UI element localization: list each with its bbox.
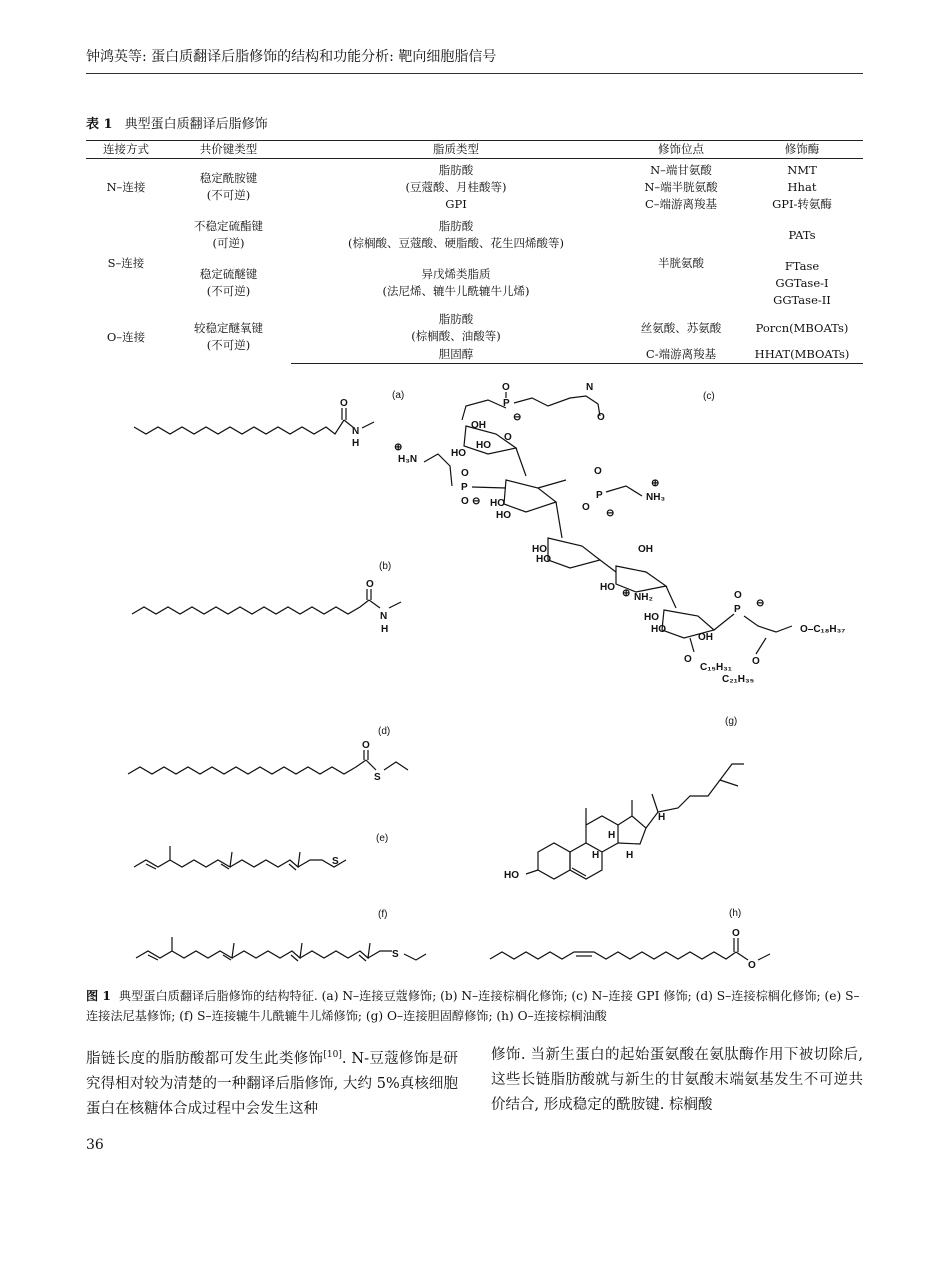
- structure-figure: [86, 376, 863, 980]
- header-rule: [86, 73, 863, 74]
- cell-line: GGTase-I: [775, 275, 829, 290]
- body-text: 脂链长度的脂肪酸都可发生此类修饰: [86, 1050, 324, 1067]
- panel-label: (e): [376, 833, 389, 844]
- cell-line: GPI: [445, 196, 467, 211]
- citation: [10]: [323, 1050, 342, 1060]
- atom-label: NH₂: [634, 592, 653, 603]
- atom-label: OH: [638, 544, 653, 555]
- atom-label: N: [352, 426, 360, 437]
- col-header: 脂质类型: [291, 141, 621, 159]
- atom-label: NH₃: [646, 492, 666, 503]
- cell-line: FTase: [784, 258, 820, 273]
- atom-label: O: [582, 502, 590, 513]
- enzyme-o1: Porcn(MBOATs): [755, 320, 849, 335]
- cell-line: 脂肪酸: [438, 162, 474, 177]
- panel-label: (d): [378, 726, 391, 737]
- atom-label: HO: [451, 448, 466, 459]
- cell-line: (豆蔻酸、月桂酸等): [405, 179, 507, 194]
- atom-label: HO: [651, 624, 666, 635]
- table-row: [86, 311, 863, 345]
- cell-line: 稳定硫醚键: [199, 267, 258, 281]
- atom-label: HO: [600, 582, 615, 593]
- atom-label: P: [503, 398, 510, 409]
- structure-b: [132, 561, 401, 635]
- atom-label: O: [366, 579, 374, 590]
- cell-line: (棕榈酸、油酸等): [411, 329, 501, 343]
- panel-label: (b): [379, 561, 392, 572]
- panel-label: (c): [703, 391, 715, 402]
- table-row: [86, 159, 863, 216]
- enzyme-s2: [741, 255, 863, 311]
- atom-label: ⊕: [651, 478, 660, 489]
- table-caption: [86, 113, 268, 132]
- atom-label: H: [381, 624, 389, 635]
- panel-label: (h): [729, 908, 742, 919]
- bond-s1: [166, 215, 291, 255]
- cell-line: (法尼烯、辘牛儿酰辘牛儿烯): [382, 284, 530, 298]
- structure-h: [490, 908, 770, 971]
- figure-caption-text: 典型蛋白质翻译后脂修饰的结构特征. (a) N–连接豆蔻修饰; (b) N–连接棕榈化修饰; (c) N–连接 GPI 修饰; (d) S–连接棕榈化修饰; (e) S–连接法尼基修饰; (f) S–连接辘牛儿酰辘牛儿烯修饰; (g) O–连接胆固醇修饰; (h) O–连接棕榈油酸: [86, 989, 860, 1023]
- atom-label: H: [608, 830, 616, 841]
- table-row: [86, 215, 863, 255]
- enzyme-n: [741, 159, 863, 216]
- atom-label: H₃N: [398, 454, 418, 465]
- atom-label: HO: [490, 498, 505, 509]
- atom-label: O: [732, 928, 740, 939]
- cell-line: (不可逆): [206, 284, 251, 298]
- structure-g: [504, 716, 744, 881]
- atom-label: O: [461, 496, 469, 507]
- atom-label: HO: [536, 554, 551, 565]
- figure-caption: [86, 986, 866, 1026]
- body-column-left: [86, 1043, 458, 1122]
- site-o1: 丝氨酸、苏氨酸: [640, 320, 722, 335]
- structure-a: [134, 390, 404, 449]
- atom-label: O–C₁₈H₃₇: [800, 624, 846, 635]
- atom-label: P: [596, 490, 603, 501]
- cell-line: (不可逆): [206, 338, 251, 353]
- table-label: 表 1: [86, 117, 113, 132]
- structure-e: [134, 833, 388, 870]
- site-s: 半胱氨酸: [658, 255, 704, 270]
- cell-line: GPI-转氨酶: [772, 196, 832, 211]
- enzyme-o2: HHAT(MBOATs): [741, 345, 863, 364]
- cell-line: 不稳定硫酯键: [194, 219, 263, 233]
- cell-line: NMT: [787, 162, 817, 177]
- col-header: 修饰酶: [741, 141, 863, 159]
- panel-label: (a): [392, 390, 405, 401]
- atom-label: ⊖: [472, 496, 481, 507]
- structure-d: [128, 726, 408, 783]
- running-header: 钟鸿英等: 蛋白质翻译后脂修饰的结构和功能分析: 靶向细胞脂信号: [86, 49, 497, 65]
- atom-label: OH: [471, 420, 486, 431]
- cell-line: Hhat: [787, 179, 817, 194]
- link-n: N–连接: [106, 179, 146, 194]
- bond-s2: [166, 255, 291, 311]
- cell-line: 异戊烯类脂质: [421, 267, 491, 281]
- atom-label: O: [597, 412, 605, 423]
- lipid-s2: [291, 255, 621, 311]
- atom-label: H: [626, 850, 634, 861]
- atom-label: ⊖: [606, 508, 615, 519]
- atom-label: O: [752, 656, 760, 667]
- lipid-o2: 胆固醇: [291, 345, 621, 364]
- site-n: [621, 159, 741, 216]
- site-o2: C-端游离羧基: [621, 345, 741, 364]
- atom-label: N: [586, 382, 594, 393]
- atom-label: HO: [644, 612, 659, 623]
- atom-label: HO: [496, 510, 511, 521]
- cell-line: 较稳定醚氧键: [194, 321, 263, 336]
- atom-label: HO: [504, 870, 519, 881]
- atom-label: ⊖: [756, 598, 765, 609]
- cell-line: (不可逆): [206, 188, 251, 202]
- bond-o: [166, 311, 291, 364]
- cell-line: N–端甘氨酸: [650, 162, 712, 177]
- lipid-n: [291, 159, 621, 216]
- structure-c: [394, 382, 845, 685]
- lipid-o1: [291, 311, 621, 345]
- cell-line: GGTase-II: [773, 292, 831, 307]
- atom-label: O: [748, 960, 756, 971]
- atom-label: H: [352, 438, 360, 449]
- atom-label: S: [374, 772, 381, 783]
- body-text: . N-豆蔻修饰是研究得相对较为清楚的一种翻译后脂修饰, 大约 5%真核细胞蛋白在核糖体合成过程中会发生这种: [86, 1050, 458, 1117]
- table-row: [86, 255, 863, 311]
- link-s: S–连接: [107, 255, 145, 270]
- col-header: 修饰位点: [621, 141, 741, 159]
- cell-line: 脂肪酸: [438, 219, 474, 233]
- atom-label: H: [658, 812, 666, 823]
- atom-label: O: [340, 398, 348, 409]
- enzyme-s1: PATs: [788, 227, 816, 242]
- panel-label: (g): [725, 716, 738, 727]
- atom-label: C₂₁H₃₅: [722, 674, 755, 685]
- atom-label: O: [502, 382, 510, 393]
- body-column-right: 修饰. 当新生蛋白的起始蛋氨酸在氨肽酶作用下被切除后, 这些长链脂肪酸就与新生的甘氨酸末端氨基发生不可逆共价结合, 形成稳定的酰胺键. 棕榈酸: [491, 1047, 863, 1113]
- cell-line: C–端游离羧基: [644, 196, 718, 211]
- atom-label: O: [362, 740, 370, 751]
- cell-line: (棕榈酸、豆蔻酸、硬脂酸、花生四烯酸等): [348, 236, 564, 250]
- atom-label: C₁₅H₃₁: [700, 662, 732, 673]
- col-header: 连接方式: [86, 141, 166, 159]
- atom-label: HO: [476, 440, 491, 451]
- atom-label: ⊕: [622, 588, 631, 599]
- cell-line: 脂肪酸: [438, 312, 474, 326]
- lipid-modification-table: [86, 140, 863, 364]
- lipid-s1: [291, 215, 621, 255]
- atom-label: OH: [698, 632, 713, 643]
- atom-label: HO: [532, 544, 547, 555]
- cell-line: (可逆): [212, 236, 245, 250]
- atom-label: ⊕: [394, 442, 403, 453]
- figure-label: 图 1: [86, 989, 111, 1003]
- atom-label: H: [592, 850, 600, 861]
- atom-label: O: [734, 590, 742, 601]
- page-number: 36: [86, 1137, 104, 1153]
- atom-label: O: [684, 654, 692, 665]
- bond-n: [166, 159, 291, 216]
- table-header-row: [86, 141, 863, 159]
- atom-label: O: [594, 466, 602, 477]
- atom-label: O: [504, 432, 512, 443]
- col-header: 共价键类型: [166, 141, 291, 159]
- atom-label: S: [392, 949, 399, 960]
- table-title: 典型蛋白质翻译后脂修饰: [124, 117, 268, 132]
- cell-line: N–端半胱氨酸: [644, 179, 718, 194]
- link-o: O–连接: [106, 329, 146, 344]
- atom-label: O: [461, 468, 469, 479]
- atom-label: P: [461, 482, 468, 493]
- panel-label: (f): [378, 909, 388, 920]
- atom-label: N: [380, 611, 388, 622]
- atom-label: S: [332, 856, 339, 867]
- atom-label: P: [734, 604, 741, 615]
- structure-f: [136, 909, 426, 961]
- cell-line: 稳定酰胺键: [199, 171, 258, 185]
- atom-label: ⊖: [513, 412, 522, 423]
